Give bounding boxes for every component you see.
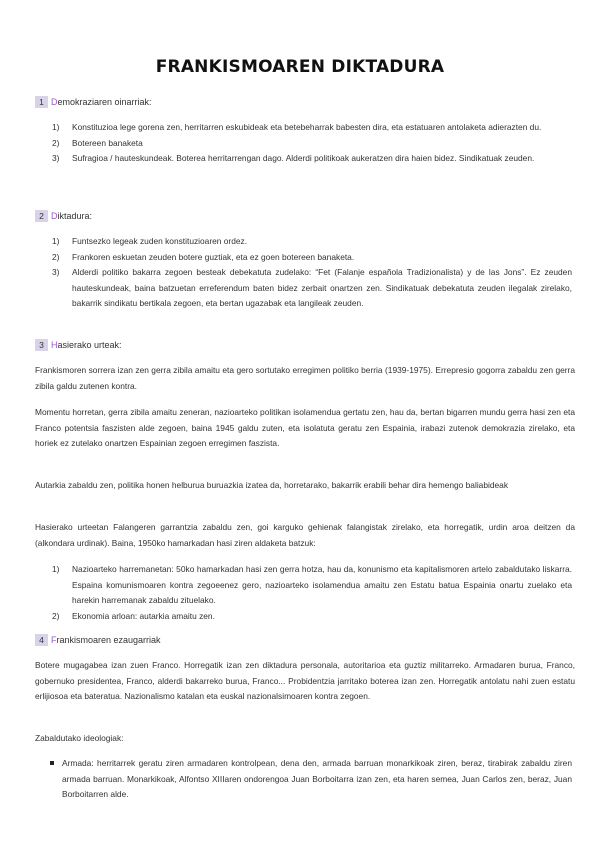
section-number: 1 — [35, 96, 48, 108]
list-item: 2) Botereen banaketa — [52, 137, 143, 148]
section-1-list — [52, 120, 572, 167]
section-number: 2 — [35, 210, 48, 222]
paragraph: Momentu horretan, gerra zibila amaitu zeneran, nazioarteko politikan isolamendua gertatu zen, hau da, bertan bigarren mundu gerra hasi zen eta Franco potentsia faszisten alde zegoen, baina 1945 galdu zuten, eta isolatuta geratu zen Espainia, irabazi zutenok demokrazia zirelako, eta horiek ez zutelako onartzen Espainian zegoen erregimen faszista. — [35, 407, 575, 448]
paragraph: Autarkia zabaldu zen, politika honen helburua buruazkia izatea da, horretarako, bakarrik erabili behar dira hemengo baliabideak — [35, 480, 509, 490]
section-3-list — [52, 562, 572, 624]
list-item: 3) Sufragioa / hauteskundeak. Boterea herritarrengan dago. Alderdi politikoak aukeratzen dira haien bidez. Sindikatuak zeuden. — [52, 153, 535, 163]
list-item: 1) Konstituzioa lege gorena zen, herritarren eskubideak eta betebeharrak babesten dira, eta estatuaren antolaketa adierazten du. — [52, 122, 542, 132]
paragraph: Hasierako urteetan Falangeren garrantzia zabaldu zen, goi karguko gehienak falangistak zirelako, eta horregatik, urdin aroa deitzen da (alkondara urdinak). Baina, 1950ko hamarkadan hasi ziren aldaketa batzuk: — [35, 522, 575, 548]
section-heading-4: 4 F rankismoaren ezaugarriak — [35, 634, 161, 646]
page-title: FRANKISMOAREN DIKTADURA — [155, 57, 445, 77]
list-item: 1) Funtsezko legeak zuden konstituzioaren ordez. — [52, 236, 248, 246]
paragraph: Frankismoren sorrera izan zen gerra zibila amaitu eta gero sortutako erregimen politiko berria (1939-1975). Errepresio gogorra zabaldu zen gerra zibila galdu zutenen kontra. — [35, 365, 575, 391]
list-item: 2) Ekonomia arloan: autarkia amaitu zen. — [52, 610, 215, 621]
section-number: 4 — [35, 634, 48, 646]
section-heading-1: 1 D emokraziaren oinarriak: — [35, 96, 152, 108]
paragraph: Zabaldutako ideologiak: — [35, 733, 124, 743]
section-number: 3 — [35, 339, 48, 351]
list-item: 3) Alderdi politiko bakarra zegoen besteak debekatuta zudelako: “Fet (Falanje española Tradizionalista) y de las Jons”. Ez zeuden hauteskundeak, baina batzuetan erreferendum baten bidez zerbait onartzen zen. Sindikatuak debekatuta zeuden ilegalak zirelako, bakarrik sindikatu bertikala zegoen, eta bertan ugazabak eta langileak zeuden. — [52, 267, 572, 308]
paragraph: Botere mugagabea izan zuen Franco. Horregatik izan zen diktadura personala, autoritarioa eta guztiz militarreko. Armadaren burua, Franco, gobernuko presidentea, Franco, alderdi bakarreko burua, Franco... Probidentzia jarritako boterea izan zen. Horregatik antolatu nahi zuen estatu erlijiosoa eta bateratua. Nazionalismo katalan eta euskal nazionalsimoaren kontra zegoen. — [35, 660, 575, 701]
section-2-list — [52, 234, 572, 312]
section-heading-3: 3 H asierako urteak: — [35, 339, 122, 351]
section-heading-2: 2 D iktadura: — [35, 210, 92, 222]
bullet-icon — [50, 761, 54, 765]
bullet-item: Armada: herritarrek geratu ziren armadaren kontrolpean, dena den, armada barruan monarkikoak ziren, beraz, tirabirak zabaldu ziren armada barruan. Monarkikoak, Alfontso XIIIaren ondorengoa Juan Borboitarra izan zen, eta haren semea, Juan Carlos zen, beraz, Juan Borboitarren alde. — [62, 756, 572, 803]
list-item: 1) Nazioarteko harremanetan: 50ko hamarkadan hasi zen gerra hotza, hau da, konunismo eta kapitalismoren artelo zabaldutako liskarra. Espaina komunismoaren kontra zegoeenez gero, nazioarteko isolamendua amaitu zen Estatu batua Espainia onartu zuelako eta harekin harremanak zabaldu zituelako. — [52, 564, 572, 605]
list-item: 2) Frankoren eskuetan zeuden botere guztiak, eta ez goen botereen banaketa. — [52, 251, 355, 262]
